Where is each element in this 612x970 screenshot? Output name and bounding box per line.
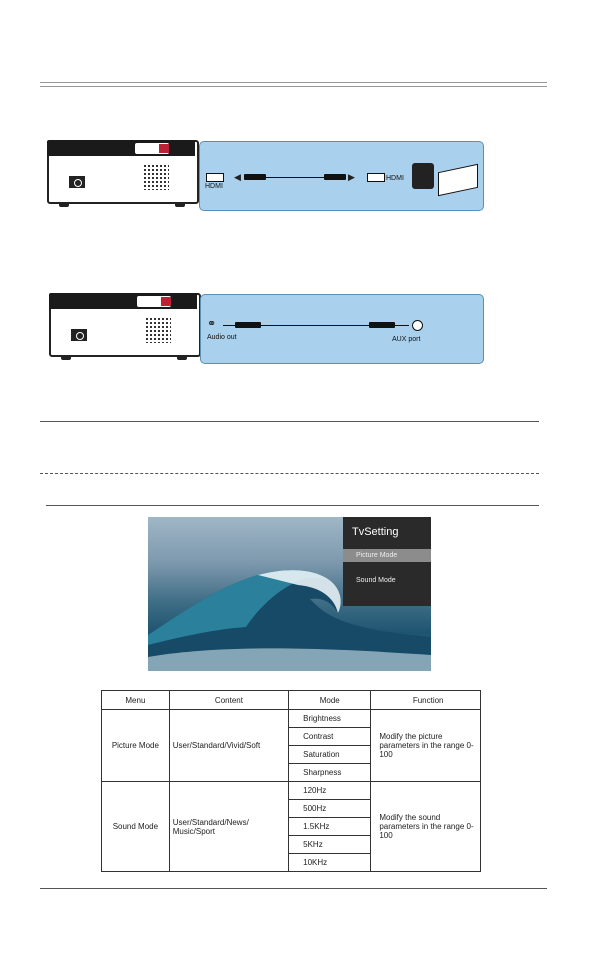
mode-cell: 5KHz (289, 836, 371, 854)
table-header-row (102, 691, 481, 710)
hdmi-connection-panel (199, 141, 484, 211)
hdmi-cable (266, 177, 326, 178)
header-function: Function (371, 691, 481, 710)
tv-settings-screenshot (148, 517, 431, 671)
audio-connection-panel (200, 294, 484, 364)
hdmi-port-icon (206, 173, 224, 182)
arrow-left-icon: ◀ (234, 172, 241, 182)
content-cell: User/Standard/News/ Music/Sport (169, 782, 288, 872)
ir-sensor-icon (69, 176, 85, 188)
mode-cell: 10KHz (289, 854, 371, 872)
dvd-player-icon (438, 164, 478, 197)
aux-port-icon (412, 320, 423, 331)
header-menu: Menu (102, 691, 170, 710)
mode-cell: Brightness (289, 710, 371, 728)
section-rule (40, 421, 539, 422)
menu-title: TvSetting (352, 526, 399, 538)
hdmi-left-label: HDMI (205, 183, 223, 190)
mode-cell: Contrast (289, 728, 371, 746)
projector-illustration-hdmi (47, 140, 197, 208)
header-rule (40, 82, 547, 87)
audio-out-label: Audio out (207, 334, 237, 341)
projector-illustration-audio (49, 293, 199, 361)
hdmi-right-label: HDMI (386, 175, 404, 182)
audio-cable (261, 325, 369, 326)
ir-sensor-icon (71, 329, 87, 341)
hdmi-cable-plug-right (324, 174, 346, 180)
content-cell: User/Standard/Vivid/Soft (169, 710, 288, 782)
mode-cell: 500Hz (289, 800, 371, 818)
audio-cable-stub (223, 325, 235, 326)
menu-item-picture-mode[interactable] (343, 549, 431, 562)
table-row (102, 782, 481, 800)
header-content: Content (169, 691, 288, 710)
headphone-icon: ⚭ (207, 318, 217, 330)
audio-cable-stub (395, 325, 409, 326)
mode-cell: 120Hz (289, 782, 371, 800)
mode-cell: 1.5KHz (289, 818, 371, 836)
section-rule-dashed (40, 473, 539, 474)
menu-item-label: Sound Mode (356, 577, 396, 584)
audio-cable-plug-left (235, 322, 261, 328)
audio-cable-plug-right (369, 322, 395, 328)
aux-port-label: AUX port (392, 336, 421, 343)
header-mode: Mode (289, 691, 371, 710)
section-rule (46, 505, 539, 506)
arrow-right-icon: ▶ (348, 172, 355, 182)
mode-cell: Saturation (289, 746, 371, 764)
tv-setting-menu (343, 517, 431, 606)
table-row (102, 710, 481, 728)
menu-item-sound-mode[interactable] (343, 575, 431, 588)
menu-cell: Picture Mode (102, 710, 170, 782)
speaker-grill (143, 164, 169, 190)
speaker-grill (145, 317, 171, 343)
menu-item-label: Picture Mode (356, 552, 398, 559)
hdmi-cable-plug-left (244, 174, 266, 180)
mode-cell: Sharpness (289, 764, 371, 782)
function-cell: Modify the sound parameters in the range 0-100 (371, 782, 481, 872)
hdmi-port-icon (367, 173, 385, 182)
menu-cell: Sound Mode (102, 782, 170, 872)
function-cell: Modify the picture parameters in the range 0-100 (371, 710, 481, 782)
settings-table (101, 690, 481, 872)
footer-rule (40, 888, 547, 889)
camcorder-icon (412, 163, 434, 189)
